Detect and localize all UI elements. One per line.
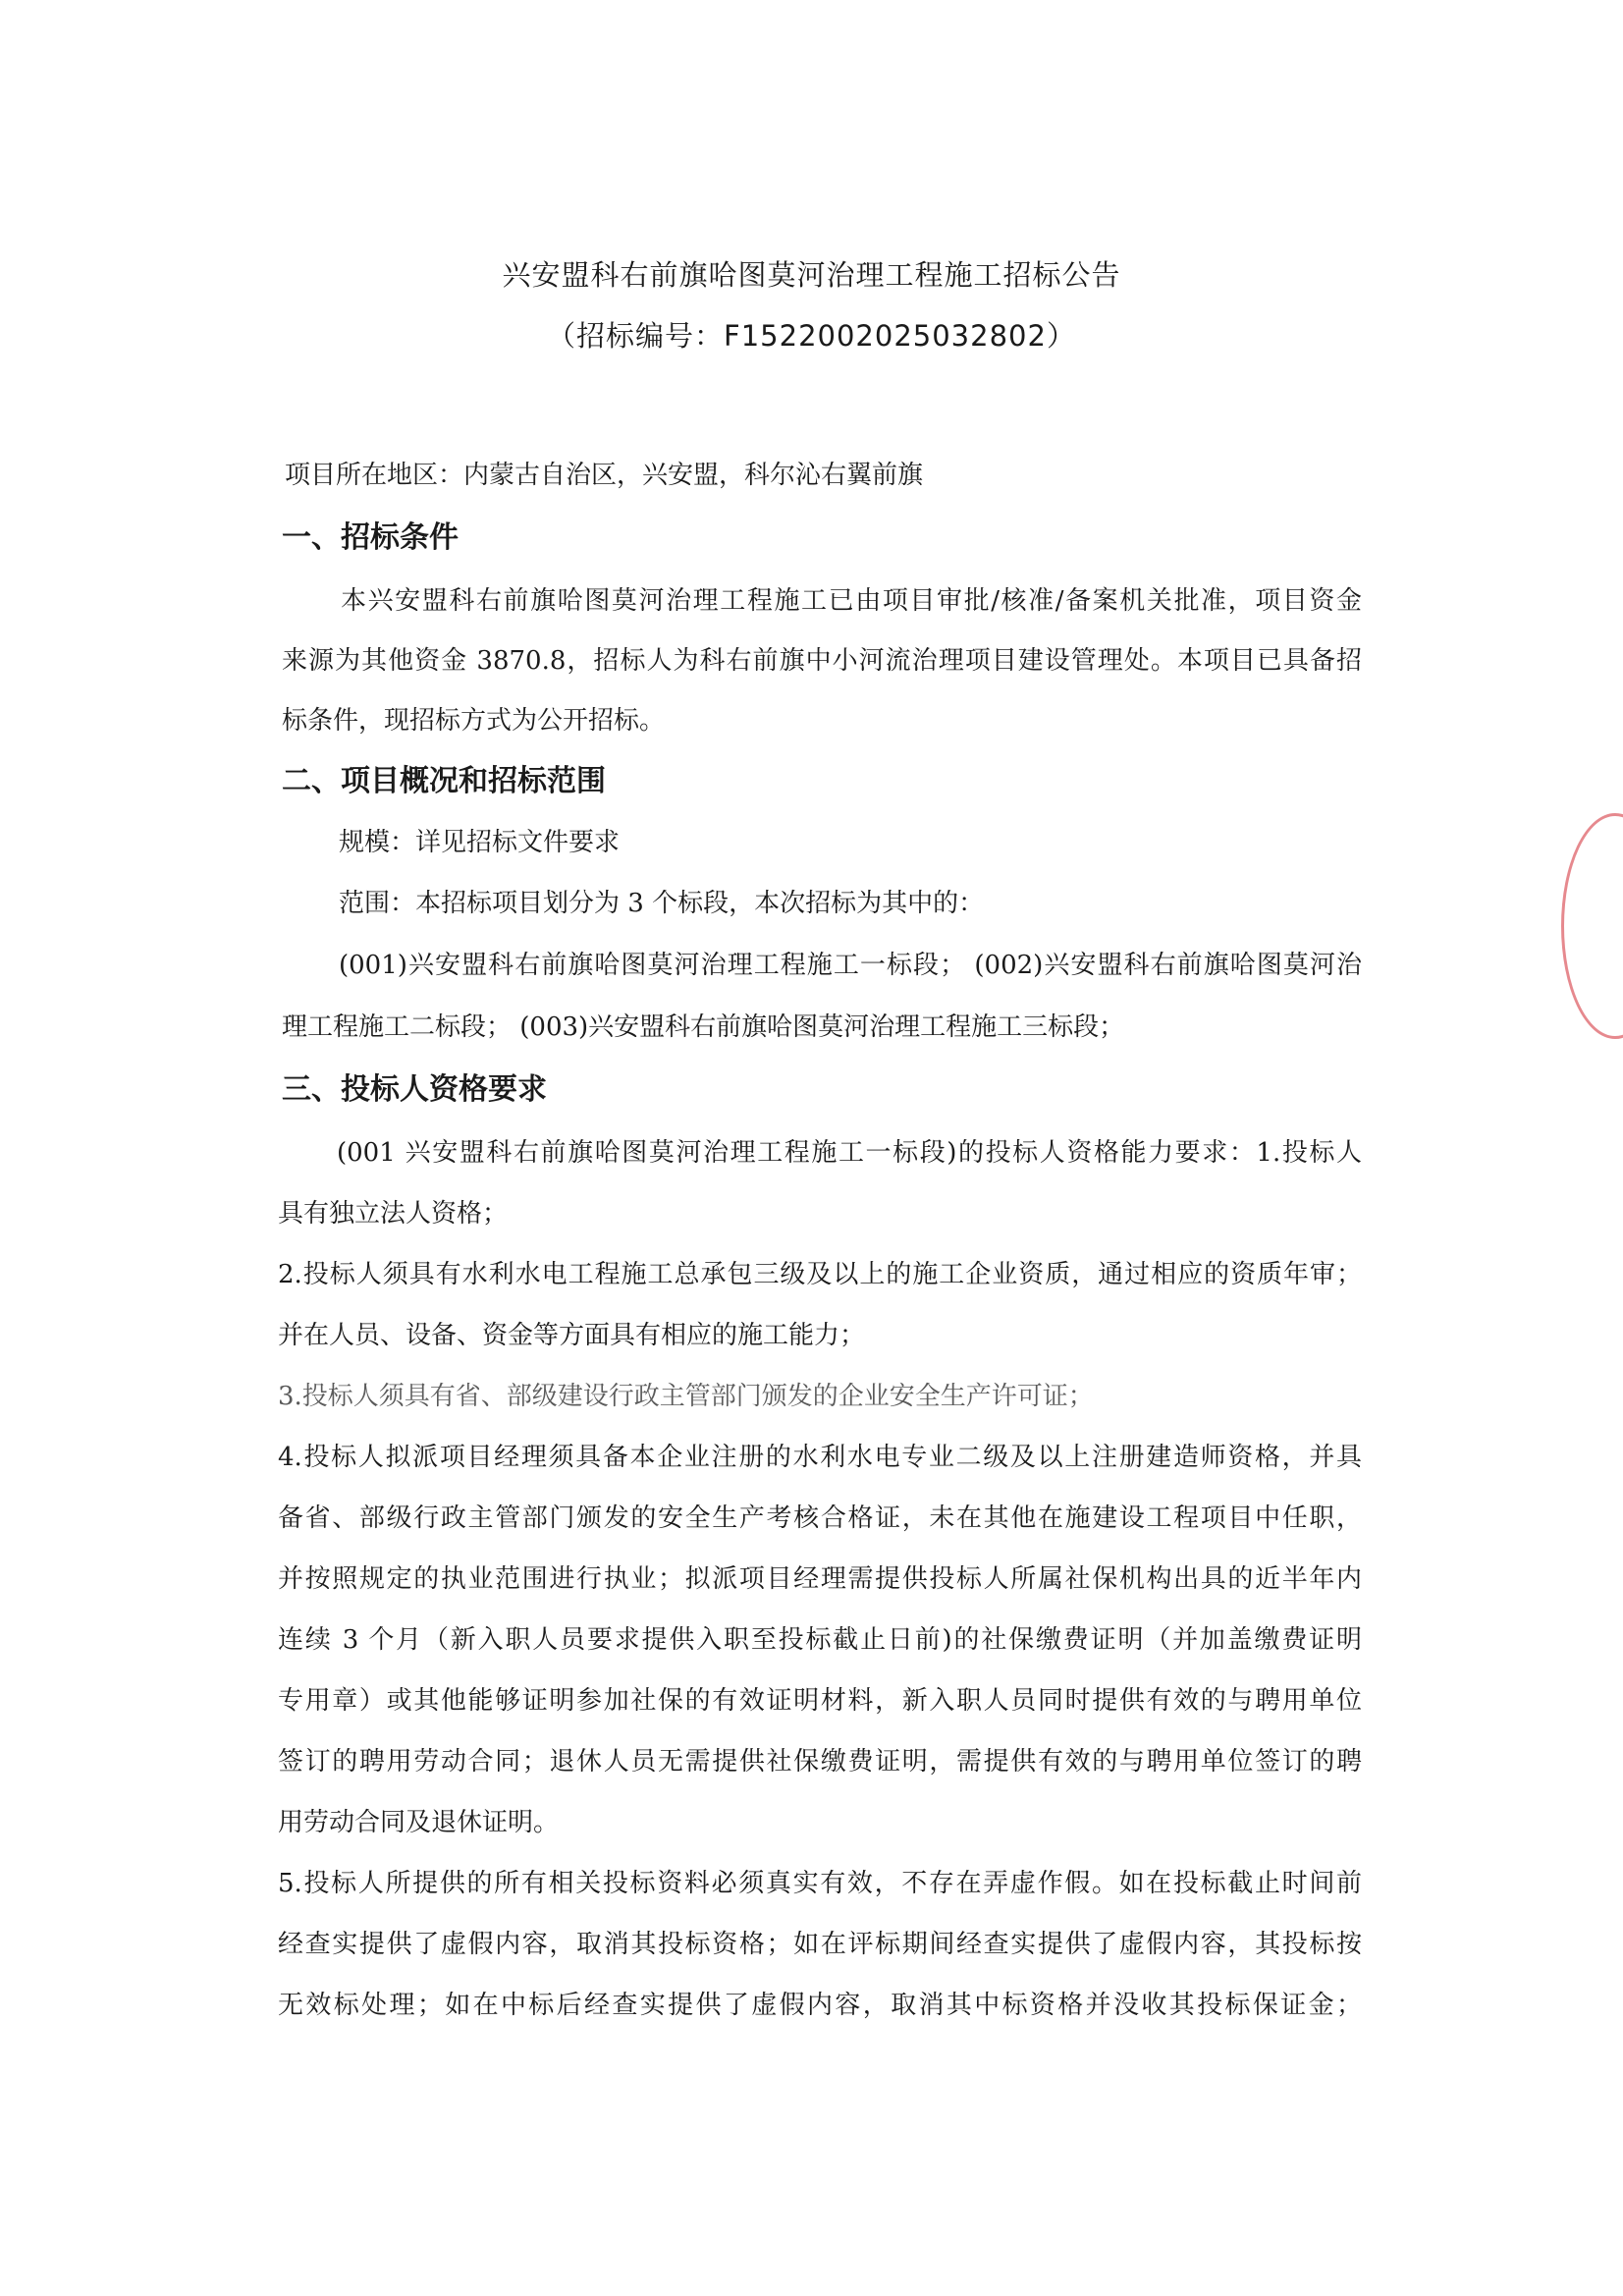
section3-line: 具有独立法人资格； (278, 1199, 509, 1229)
section3-line: 并按照规定的执业范围进行执业；拟派项目经理需提供投标人所属社保机构出具的近半年内 (278, 1564, 1362, 1594)
section3-line: (001 兴安盟科右前旗哈图莫河治理工程施工一标段)的投标人资格能力要求：1.投标人 (337, 1138, 1362, 1168)
section3-line: 3.投标人须具有省、部级建设行政主管部门颁发的企业安全生产许可证； (278, 1382, 1094, 1411)
section3-line: 5.投标人所提供的所有相关投标资料必须真实有效，不存在弄虚作假。如在投标截止时间前 (278, 1869, 1362, 1898)
section3-heading: 三、投标人资格要求 (282, 1072, 547, 1107)
red-seal-stamp (1561, 813, 1623, 1039)
scope-line: 范围：本招标项目划分为 3 个标段，本次招标为其中的： (339, 889, 985, 918)
section3-line: 连续 3 个月（新入职人员要求提供入职至投标截止日前)的社保缴费证明（并加盖缴费证明 (278, 1625, 1362, 1655)
section3-line: 备省、部级行政主管部门颁发的安全生产考核合格证，未在其他在施建设工程项目中任职， (278, 1503, 1362, 1533)
lots-line: (001)兴安盟科右前旗哈图莫河治理工程施工一标段； (002)兴安盟科右前旗哈图莫河治 (339, 951, 1362, 980)
section3-line: 4.投标人拟派项目经理须具备本企业注册的水利水电专业二级及以上注册建造师资格，并具 (278, 1443, 1362, 1472)
section1-heading: 一、招标条件 (282, 520, 459, 555)
section3-line: 无效标处理；如在中标后经查实提供了虚假内容，取消其中标资格并没收其投标保证金； (278, 1991, 1362, 2020)
page-title: 兴安盟科右前旗哈图莫河治理工程施工招标公告 (502, 258, 1121, 292)
lots-line: 理工程施工二标段； (003)兴安盟科右前旗哈图莫河治理工程施工三标段； (282, 1012, 1125, 1042)
section1-line: 标条件，现招标方式为公开招标。 (282, 706, 666, 736)
section3-line: 2.投标人须具有水利水电工程施工总承包三级及以上的施工企业资质，通过相应的资质年审； (278, 1260, 1362, 1289)
region-line: 项目所在地区：内蒙古自治区，兴安盟，科尔沁右翼前旗 (285, 461, 924, 490)
section1-line: 本兴安盟科右前旗哈图莫河治理工程施工已由项目审批/核准/备案机关批准，项目资金 (341, 586, 1362, 616)
scale-line: 规模：详见招标文件要求 (339, 828, 621, 857)
section2-heading: 二、项目概况和招标范围 (282, 764, 606, 798)
bid-number: （招标编号：F1522002025032802） (547, 319, 1076, 353)
section3-line: 用劳动合同及退休证明。 (278, 1808, 560, 1837)
section3-line: 并在人员、设备、资金等方面具有相应的施工能力； (278, 1321, 866, 1350)
section3-line: 签订的聘用劳动合同；退休人员无需提供社保缴费证明，需提供有效的与聘用单位签订的聘 (278, 1747, 1362, 1777)
section3-line: 专用章）或其他能够证明参加社保的有效证明材料，新入职人员同时提供有效的与聘用单位 (278, 1686, 1362, 1716)
section3-line: 经查实提供了虚假内容，取消其投标资格；如在评标期间经查实提供了虚假内容，其投标按 (278, 1930, 1362, 1959)
section1-line: 来源为其他资金 3870.8，招标人为科右前旗中小河流治理项目建设管理处。本项目已具备招 (282, 646, 1362, 676)
